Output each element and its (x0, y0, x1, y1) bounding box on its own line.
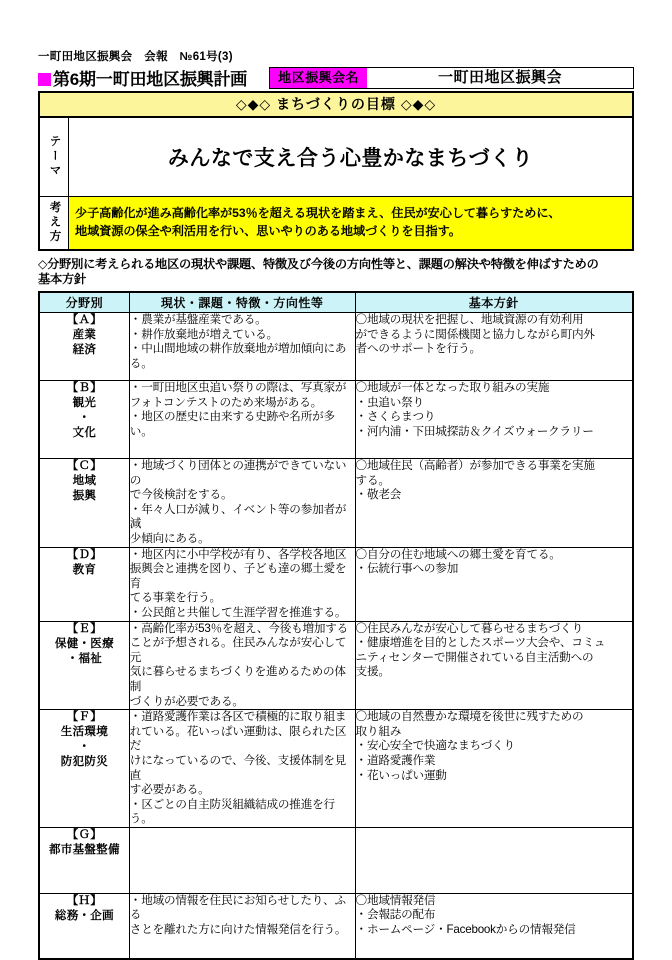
row-status-text: ・道路愛護作業は各区で積極的に取り組ま れている。花いっぱい運動は、限られた区だ けになっているので、今後、支援体制を見直 す必要がある。 ・区ごとの自主防災組織結成の推進を行う。 (129, 710, 355, 828)
row-status-text: ・高齢化率が53％を超え、今後も増加する ことが予想される。住民みんなが安心して元 気に暮らせるまちづくりを進めるための体制 づくりが必要である。 (129, 621, 355, 710)
theme-value: みんなで支え合う心豊かなまちづくり (69, 118, 632, 196)
row-policy-text: 〇地域情報発信 ・会報誌の配布 ・ホームページ・Facebookからの情報発信 (355, 893, 633, 959)
section-intro: ◇分野別に考えられる地区の現状や課題、特徴及び今後の方向性等と、課題の解決や特徴を伸ばすための 基本方針 (38, 257, 599, 286)
masthead-line: 一町田地区振興会 会報 №61号(3) (38, 51, 233, 63)
table-row (39, 459, 633, 548)
row-policy-text: 〇地域の自然豊かな環境を後世に残すための 取り組み ・安心安全で快適なまちづくり ・道路愛護作業 ・花いっぱい運動 (355, 710, 633, 828)
table-head (39, 292, 633, 313)
table-header-row (39, 292, 633, 313)
table-row (39, 547, 633, 621)
column-header-status: 現状・課題・特徴・方向性等 (129, 292, 355, 313)
association-name-box (269, 67, 634, 89)
goal-block (38, 91, 634, 251)
magenta-square-bullet-icon (38, 73, 51, 86)
table-body (39, 313, 633, 960)
policy-label-cell (40, 197, 69, 249)
row-status-text: ・一町田地区虫追い祭りの際は、写真家が フォトコンテストのため来場がある。 ・地区の歴史に由来する史跡や名所が多 い。 (129, 381, 355, 459)
row-status-text: ・地域の情報を住民にお知らせしたり、ふる さとを離れた方に向けた情報発信を行う。 (129, 893, 355, 959)
association-name-label: 地区振興会名 (270, 68, 367, 88)
goal-banner: ◇◆◇ まちづくりの目標 ◇◆◇ (40, 93, 632, 118)
row-policy-text: 〇地域の現状を把握し、地域資源の有効利用 ができるように関係機関と協力しながら町内外 者へのサポートを行う。 (355, 313, 633, 381)
row-policy-text: 〇地域が一体となった取り組みの実施 ・虫追い祭り ・さくらまつり ・河内浦・下田城探訪＆クイズウォークラリー (355, 381, 633, 459)
row-field-label: 【Ｆ】 生活環境 ・ 防犯防災 (39, 710, 129, 828)
row-status-text: ・地区内に小中学校が有り、各学校各地区 振興会と連携を図り、子ども達の郷土愛を育 てる事業を行う。 ・公民館と共催して生涯学習を推進する。 (129, 547, 355, 621)
theme-row (40, 118, 632, 197)
row-field-label: 【Ｃ】 地域 振興 (39, 459, 129, 548)
theme-label-cell (40, 118, 69, 196)
table-row (39, 893, 633, 959)
column-header-policy: 基本方針 (355, 292, 633, 313)
row-status-text: ・農業が基盤産業である。 ・耕作放棄地が増えている。 ・中山間地域の耕作放棄地が増加傾向にあ る。 (129, 313, 355, 381)
policy-text: 少子高齢化が進み高齢化率が53％を超える現状を踏まえ、住民が安心して暮らすために、 地域資源の保全や利活用を行い、思いやりのある地域づくりを目指す。 (69, 197, 632, 249)
row-status-text: ・地域づくり団体との連携ができていないの で今後検討をする。 ・年々人口が減り、イベント等の参加者が減 少傾向にある。 (129, 459, 355, 548)
row-field-label: 【Ｅ】 保健・医療 ・福祉 (39, 621, 129, 710)
row-policy-text: 〇自分の住む地域への郷土愛を育てる。 ・伝統行事への参加 (355, 547, 633, 621)
table-row (39, 313, 633, 381)
table-row (39, 621, 633, 710)
row-field-label: 【Ｂ】 観光 ・ 文化 (39, 381, 129, 459)
row-policy-text (355, 827, 633, 893)
policy-label: 考え方 (48, 201, 61, 245)
row-field-label: 【Ｈ】 総務・企画 (39, 893, 129, 959)
row-field-label: 【Ａ】 産業 経済 (39, 313, 129, 381)
policy-row (40, 197, 632, 249)
plan-title-row (38, 65, 634, 89)
column-header-field: 分野別 (39, 292, 129, 313)
association-name-value: 一町田地区振興会 (367, 68, 633, 88)
row-field-label: 【Ｇ】 都市基盤整備 (39, 827, 129, 893)
theme-label: テーマ (48, 135, 61, 179)
row-policy-text: 〇住民みんなが安心して暮らせるまちづくり ・健康増進を目的としたスポーツ大会や、コミュ ニティセンターで開催されている自主活動への 支援。 (355, 621, 633, 710)
page-title: 第6期一町田地区振興計画 (53, 70, 248, 89)
table-row (39, 827, 633, 893)
table-row (39, 381, 633, 459)
table-row (39, 710, 633, 828)
row-field-label: 【Ｄ】 教育 (39, 547, 129, 621)
row-policy-text: 〇地域住民（高齢者）が参加できる事業を実施 する。 ・敬老会 (355, 459, 633, 548)
row-status-text (129, 827, 355, 893)
plan-matrix-table (38, 291, 634, 960)
